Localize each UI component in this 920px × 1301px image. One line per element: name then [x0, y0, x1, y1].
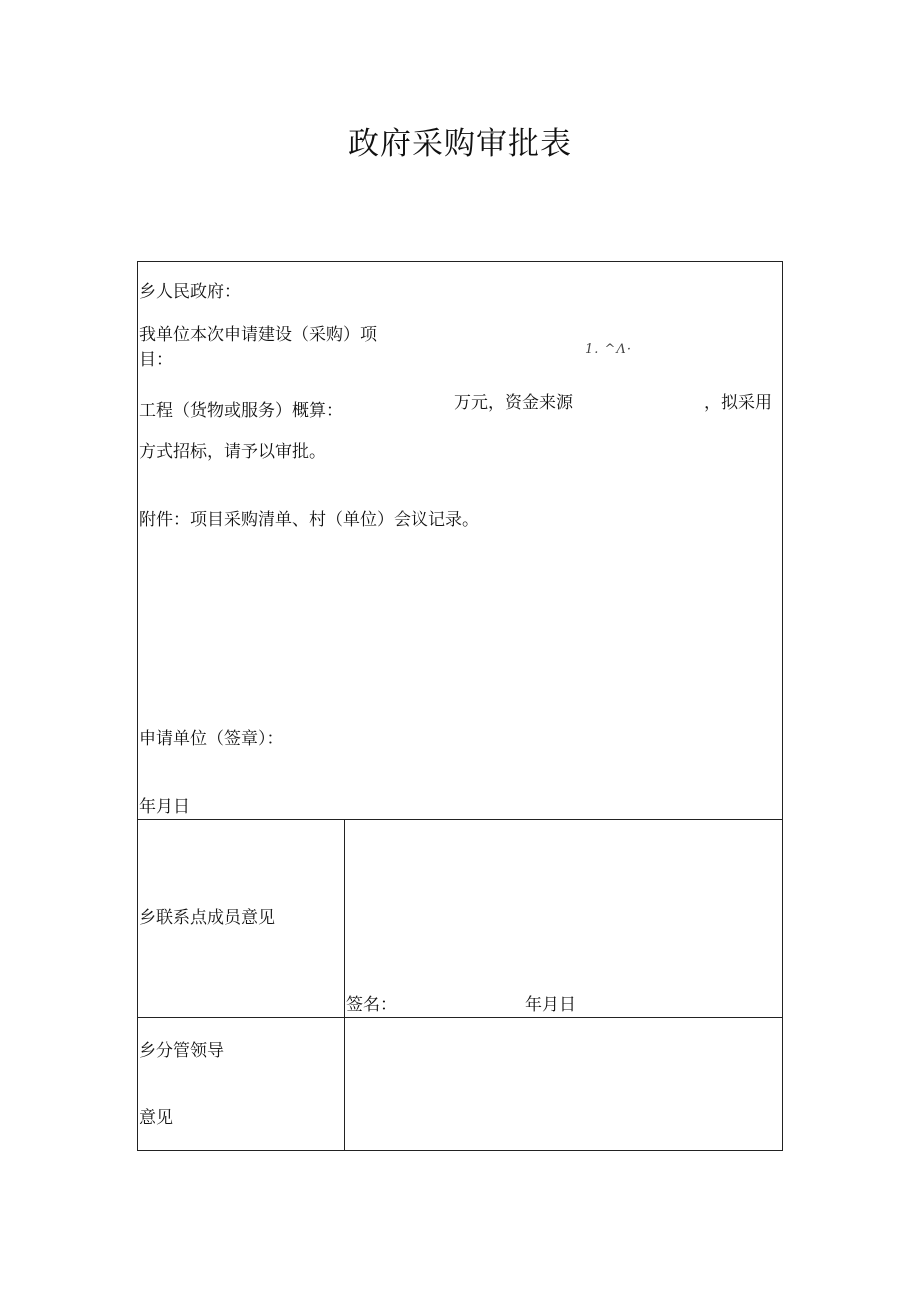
column-divider [344, 819, 345, 1150]
addressee-text: 乡人民政府： [139, 282, 241, 302]
applicant-seal-label: 申请单位（签章）： [139, 729, 284, 749]
leader-opinion-label-line1: 乡分管领导 [139, 1041, 224, 1061]
scan-artifact-text: 1. ^Λ· [585, 342, 632, 357]
leader-opinion-label-line2: 意见 [139, 1108, 173, 1128]
liaison-opinion-label: 乡联系点成员意见 [139, 908, 275, 928]
page-title: 政府采购审批表 [348, 126, 572, 162]
signature-label: 签名： [346, 995, 397, 1015]
procurement-method-suffix: 方式招标，请予以审批。 [139, 442, 326, 462]
approval-form-table [137, 261, 783, 1151]
attachment-text: 附件：项目采购清单、村（单位）会议记录。 [139, 510, 479, 530]
section-divider-2 [138, 1017, 782, 1018]
liaison-date: 年月日 [525, 995, 576, 1015]
budget-label: 工程（货物或服务）概算： [139, 401, 343, 421]
project-line-2: 目： [139, 350, 173, 370]
application-date: 年月日 [139, 797, 190, 817]
section-divider-1 [138, 819, 782, 820]
budget-unit-source-text: 万元，资金来源 [454, 393, 573, 413]
project-line-1: 我单位本次申请建设（采购）项 [139, 325, 377, 345]
procurement-method-prefix: ，拟采用 [704, 393, 772, 413]
